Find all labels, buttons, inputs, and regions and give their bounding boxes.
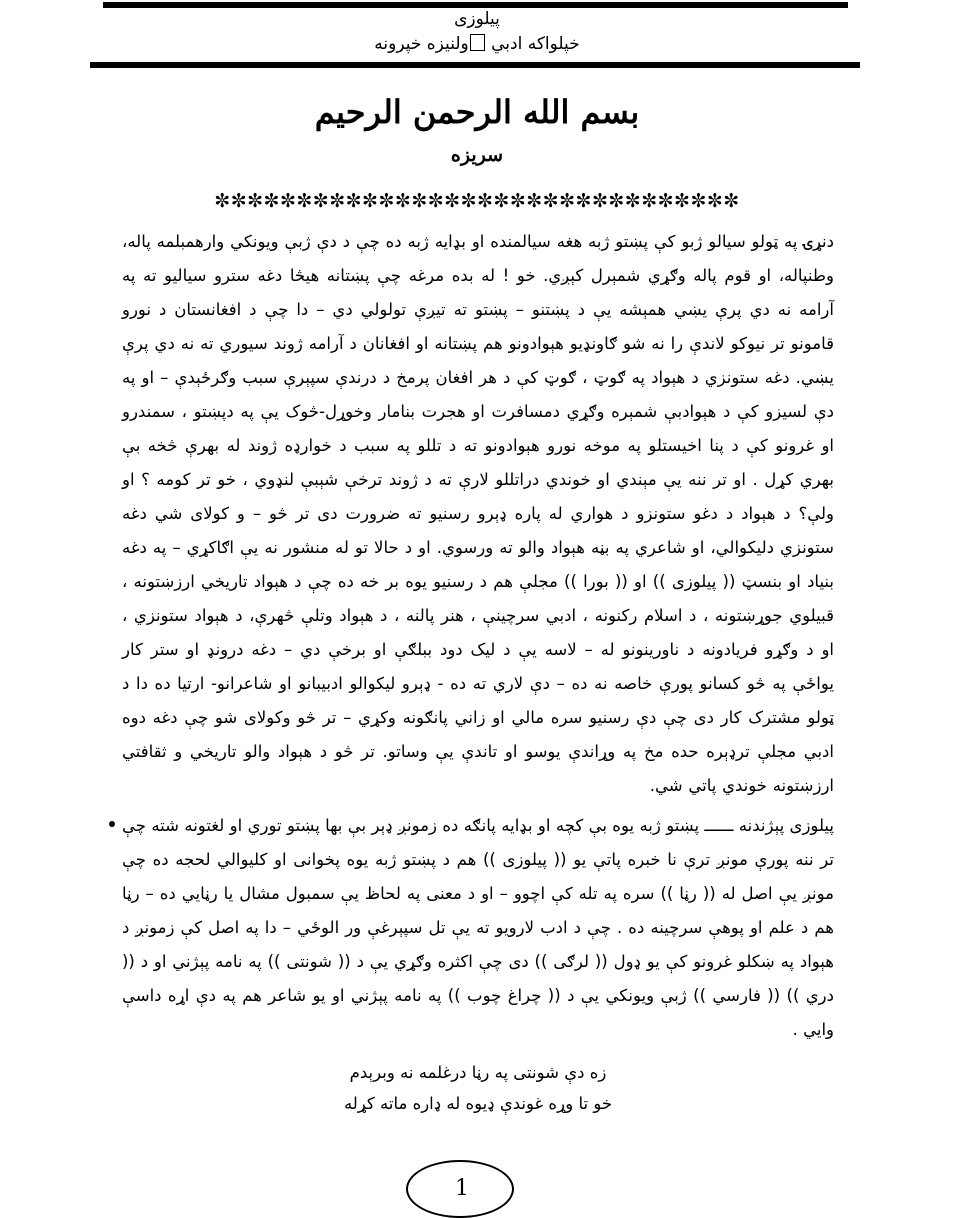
poetry-line-1: زه دې شونتی په رڼا درغلمه نه وبرېدم	[349, 1063, 607, 1082]
publication-tagline	[0, 31, 954, 57]
tagline-part-one: خپلواکه ادبي	[485, 34, 580, 54]
bulleted-paragraph-block	[122, 809, 834, 1047]
paragraph-introduction: دنړۍ په ټولو سيالو ژبو کې پښتو ژبه هغه سيالمنده او بډايه ژبه ده چې د دې ژبې ويونکي وارهمبلمه پاله، وطنپاله، او قوم پاله وګړي شمېرل کېږي. خو ! له بده مرغه چې پښتانه هيڅا دغه سترو سياليو ته په آرامه نه دي پرې يښي همېشه يې د پښتنو – پښتو ته تيږې تولولي دي – دا چې د افغانستان د نورو قامونو تر نيوکو لاندې را نه شو ګاونډيو هېوادونو هم پښتانه او افغانان د آرامه ژوند سيوري ته نه دي پرې يښي. دغه ستونزي د هېواد په ګوټ ، ګوټ کې د هر افغان پرمخ د درندې سپېرې سبب وګرځېدې – او په دې لسيزو کې د هېوادبې شمېره وګړي دمسافرت او هجرت بنامار وخوړل-څوک يې په دپښتو ، سمندرو او غرونو کې د پنا اخيستلو په موخه نورو هېوادونو ته د تللو په سبب د خوارډه ژوند له بهرې څخه بې بهري کړل . او تر ننه يې مېندي او خوندي دراتللو لارې ته د ژوند ترخې شېبې لنډوي ، خو تر کومه ؟ او ولې؟ د هېواد د دغو ستونزو د هواري له پاره ډېرو رسنيو ته ضرورت دی تر څو – و کولای شي دغه ستونزي دليکوالي، او شاعري په بڼه هېواد والو ته ورسوي. او د حالا تو له منشور نه يې اګاکړي – په دغه بنياد او بنسټ (( پیلوزی )) او (( بورا )) مجلې هم د رسنيو يوه بر خه ده چې د هېواد تاريخي ارزښتونه ، قبيلوي جوړښتونه ، د اسلام رکنونه ، ادبي سرچينې ، هنر پالنه ، د هېواد وتلې څهرې، د هېواد ستونزي ، او د وګړو فريادونه د ناورينونو له – لاسه يې د ليک دود ببلګې او برخې دي – دغه درونډ او ستر کار يواځې په څو کسانو پورې خاصه نه ده – دې لاري ته ده - ډېرو ليکوالو ادبيبانو او شاعرانو- ارتيا ده دا د ټولو مشترک کار دی چې دې رسنيو سره مالي او زاني پانګونه وکړي – تر څو وکولای شو چې دغه دوه ادبي مجلې ترډېره حده مخ په وړاندې يوسو او تاندې يې وساتو. تر څو د هېواد والو تاريخي و ثقافتي ارزښتونه خوندي پاتي شي.	[122, 232, 834, 795]
missing-glyph-box	[470, 34, 485, 51]
publication-name: پیلوزی	[454, 9, 500, 29]
bullet-point-icon	[109, 821, 115, 827]
body-content	[122, 225, 834, 1119]
masthead-rule-bottom	[90, 62, 860, 68]
page-title: سريزه	[450, 144, 504, 166]
basmala-heading: بسم الله الرحمن الرحيم	[314, 93, 640, 131]
poetry-line-2: خو تا وړه غوندې ډيوه له ډاره ماته کړله	[343, 1094, 613, 1113]
tagline-part-two: ولنیزه خپرونه	[374, 34, 469, 54]
asterisk-divider: ✼✼✼✼✼✼✼✼✼✼✼✼✼✼✼✼✼✼✼✼✼✼✼✼✼✼✼✼✼✼✼✼	[214, 190, 740, 212]
poetry-block	[122, 1057, 834, 1119]
page-number: 1	[455, 1176, 469, 1201]
paragraph-pelozi-definition: پیلوزی پېژندنه ــــــ پښتو ژبه يوه بې کچه او بډايه پانګه ده زمونږ ډېر بې بها پښتو توري او لغتونه شته چې تر ننه پورې مونږ ترې نا خبره پاتې يو (( پیلوزی )) هم د پښتو ژبه يوه پخوانی او کليوالي لحجه ده چې مونږ يې اصل له (( رڼا )) سره په تله کې اچوو – او د معنی په لحاظ يې سمبول مشال يا رڼايي ده – رڼا هم د علم او پوهې سرچينه ده . چې د ادب لارويو ته يې تل سپېرغې ور الوځي – دا په اصل کې زمونږ د هېواد په ښکلو غرونو کې يو ډول (( لرګی )) دی چې اکثره وګړي يې د (( شونتی )) په نامه پېژني او د (( دري )) (( فارسي )) ژبې ويونکي يې د (( چراغ چوب )) په نامه پېژني او يو شاعر هم په دې اړه داسې وايي .	[122, 816, 834, 1039]
page-number-frame	[406, 1160, 514, 1218]
